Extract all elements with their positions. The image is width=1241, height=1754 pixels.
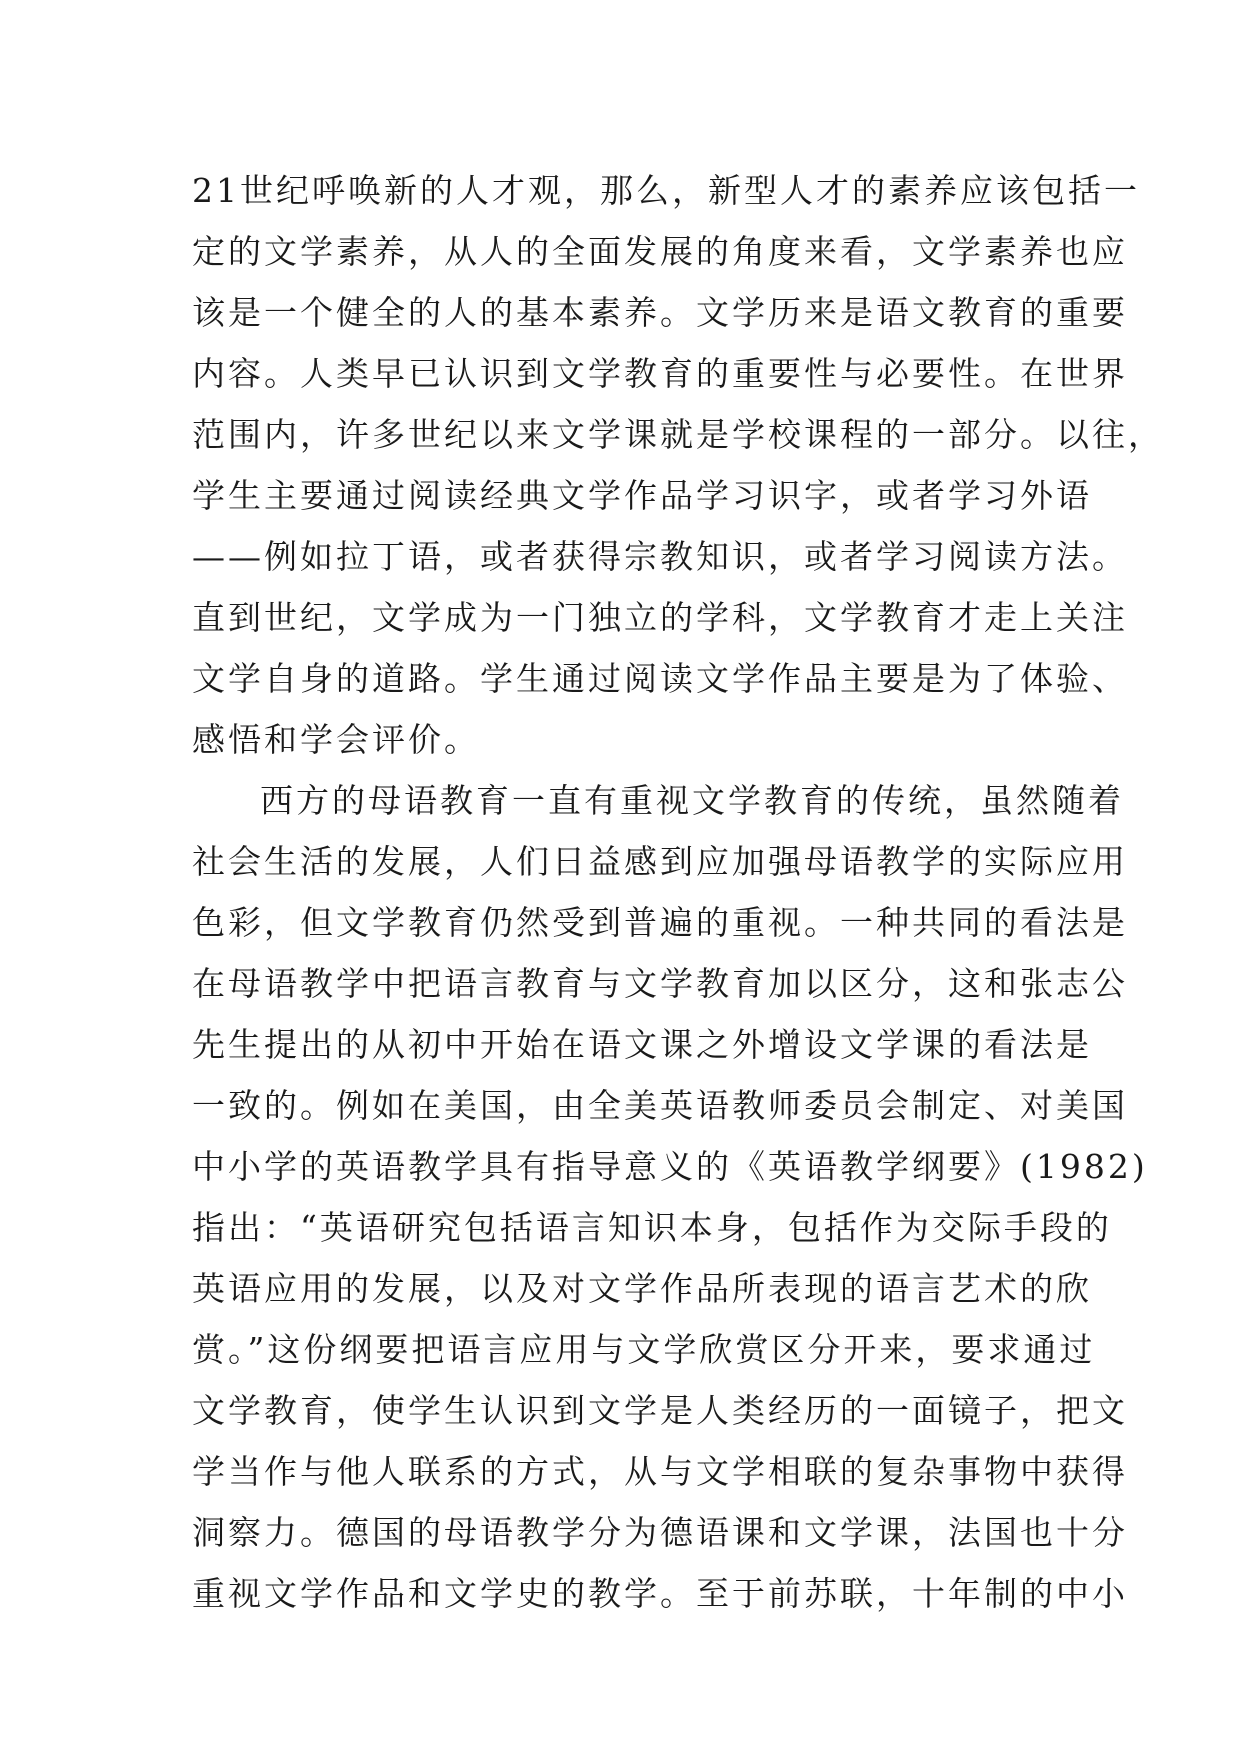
text-line: 范围内，许多世纪以来文学课就是学校课程的一部分。以往，: [192, 415, 1164, 454]
paragraph-2: [192, 770, 1148, 1624]
text-line: 在母语教学中把语言教育与文学教育加以区分，这和张志公: [192, 964, 1128, 1003]
document-body: [192, 160, 1164, 1624]
text-line: 重视文学作品和文学史的教学。至于前苏联，十年制的中小: [192, 1574, 1128, 1613]
text-line: 该是一个健全的人的基本素养。文学历来是语文教育的重要: [192, 293, 1128, 332]
text-line: 文学教育，使学生认识到文学是人类经历的一面镜子，把文: [192, 1391, 1128, 1430]
text-line: 先生提出的从初中开始在语文课之外增设文学课的看法是: [192, 1025, 1092, 1064]
text-line: 感悟和学会评价。: [192, 720, 480, 759]
text-line: 西方的母语教育一直有重视文学教育的传统，虽然随着: [260, 781, 1124, 820]
text-line: 洞察力。德国的母语教学分为德语课和文学课，法国也十分: [192, 1513, 1128, 1552]
text-line: 文学自身的道路。学生通过阅读文学作品主要是为了体验、: [192, 659, 1128, 698]
text-line: 直到世纪，文学成为一门独立的学科，文学教育才走上关注: [192, 598, 1128, 637]
text-line: 英语应用的发展，以及对文学作品所表现的语言艺术的欣: [192, 1269, 1092, 1308]
text-line: 指出：“英语研究包括语言知识本身，包括作为交际手段的: [192, 1208, 1112, 1247]
text-line: 色彩，但文学教育仍然受到普遍的重视。一种共同的看法是: [192, 903, 1128, 942]
text-line: 中小学的英语教学具有指导意义的《英语教学纲要》(1982): [192, 1147, 1148, 1186]
text-line: 定的文学素养，从人的全面发展的角度来看，文学素养也应: [192, 232, 1128, 271]
text-line: 学当作与他人联系的方式，从与文学相联的复杂事物中获得: [192, 1452, 1128, 1491]
paragraph-1: [192, 160, 1164, 770]
text-line: 社会生活的发展，人们日益感到应加强母语教学的实际应用: [192, 842, 1128, 881]
text-line: 21世纪呼唤新的人才观，那么，新型人才的素养应该包括一: [192, 171, 1140, 210]
text-line: ——例如拉丁语，或者获得宗教知识，或者学习阅读方法。: [192, 537, 1128, 576]
text-line: 学生主要通过阅读经典文学作品学习识字，或者学习外语: [192, 476, 1092, 515]
text-line: 内容。人类早已认识到文学教育的重要性与必要性。在世界: [192, 354, 1128, 393]
text-line: 赏。”这份纲要把语言应用与文学欣赏区分开来，要求通过: [192, 1330, 1096, 1369]
text-line: 一致的。例如在美国，由全美英语教师委员会制定、对美国: [192, 1086, 1128, 1125]
